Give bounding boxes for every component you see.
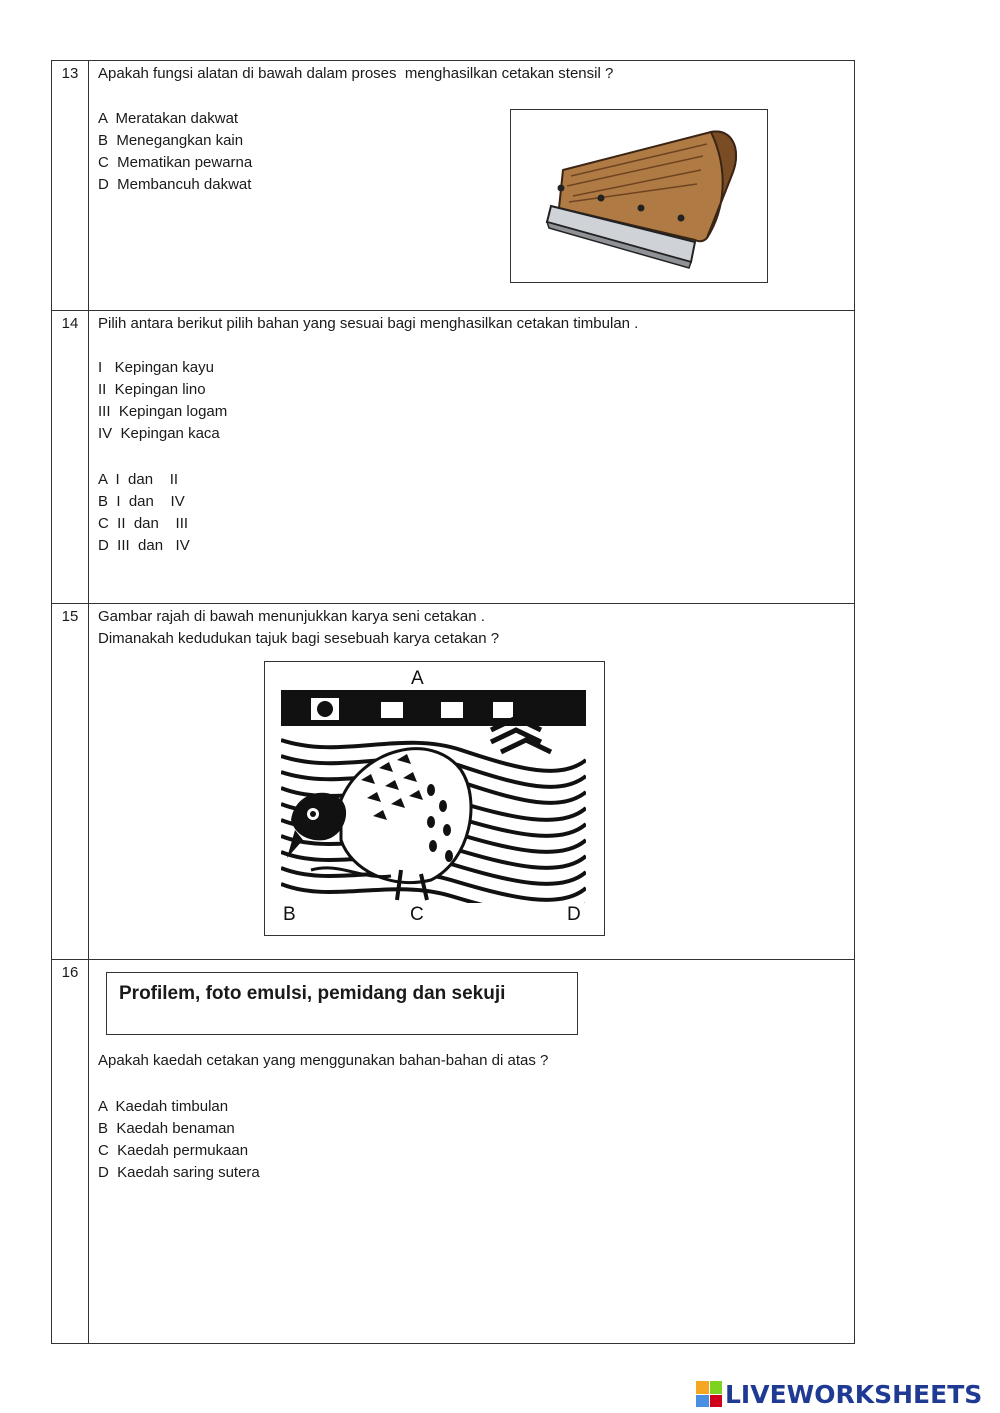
question-prompt: Pilih antara berikut pilih bahan yang sesuai bagi menghasilkan cetakan timbulan . [98, 315, 639, 332]
option-a[interactable]: A I dan II [98, 471, 179, 488]
question-14-row [52, 311, 854, 604]
statement-i: I Kepingan kayu [98, 359, 214, 376]
squeegee-image [510, 109, 768, 283]
question-number: 14 [52, 311, 89, 603]
question-number: 15 [52, 604, 89, 959]
option-c[interactable]: C Kaedah permukaan [98, 1142, 249, 1159]
liveworksheets-brand[interactable] [696, 1380, 982, 1408]
option-d[interactable]: D III dan IV [98, 537, 190, 554]
option-b[interactable]: B Menegangkan kain [98, 132, 244, 149]
option-b[interactable]: B Kaedah benaman [98, 1120, 235, 1137]
question-prompt: Apakah fungsi alatan di bawah dalam proses menghasilkan cetakan stensil ? [98, 65, 614, 82]
worksheet-table [51, 60, 855, 1344]
option-b[interactable]: B I dan IV [98, 493, 185, 510]
position-label-d: D [567, 904, 581, 925]
squeegee-icon [511, 110, 766, 281]
question-16-content [98, 960, 854, 1343]
question-16-row [52, 960, 854, 1343]
option-d[interactable]: D Kaedah saring sutera [98, 1164, 260, 1181]
position-label-b: B [283, 904, 296, 925]
print-artwork-image [264, 661, 605, 936]
position-label-c: C [410, 904, 424, 925]
position-label-a: A [411, 668, 424, 689]
question-prompt-line-1: Gambar rajah di bawah menunjukkan karya seni cetakan . [98, 608, 485, 625]
materials-box: Profilem, foto emulsi, pemidang dan sekuji [106, 972, 578, 1035]
question-15-content [98, 604, 854, 959]
statement-iv: IV Kepingan kaca [98, 425, 220, 442]
statement-ii: II Kepingan lino [98, 381, 206, 398]
question-prompt-line-2: Dimanakah kedudukan tajuk bagi sesebuah karya cetakan ? [98, 630, 500, 647]
bird-linocut-print-icon [281, 690, 586, 903]
statement-iii: III Kepingan logam [98, 403, 228, 420]
question-15-row [52, 604, 854, 960]
option-c[interactable]: C II dan III [98, 515, 189, 532]
option-d[interactable]: D Membancuh dakwat [98, 176, 252, 193]
question-prompt: Apakah kaedah cetakan yang menggunakan bahan-bahan di atas ? [98, 1052, 549, 1069]
question-13-row [52, 61, 854, 311]
question-14-content [98, 311, 854, 603]
question-number: 13 [52, 61, 89, 310]
option-a[interactable]: A Kaedah timbulan [98, 1098, 229, 1115]
question-number: 16 [52, 960, 89, 1343]
brand-name: LIVEWORKSHEETS [725, 1379, 983, 1409]
option-c[interactable]: C Mematikan pewarna [98, 154, 253, 171]
question-13-content [98, 61, 854, 310]
liveworksheets-logo-icon [696, 1381, 722, 1407]
option-a[interactable]: A Meratakan dakwat [98, 110, 239, 127]
